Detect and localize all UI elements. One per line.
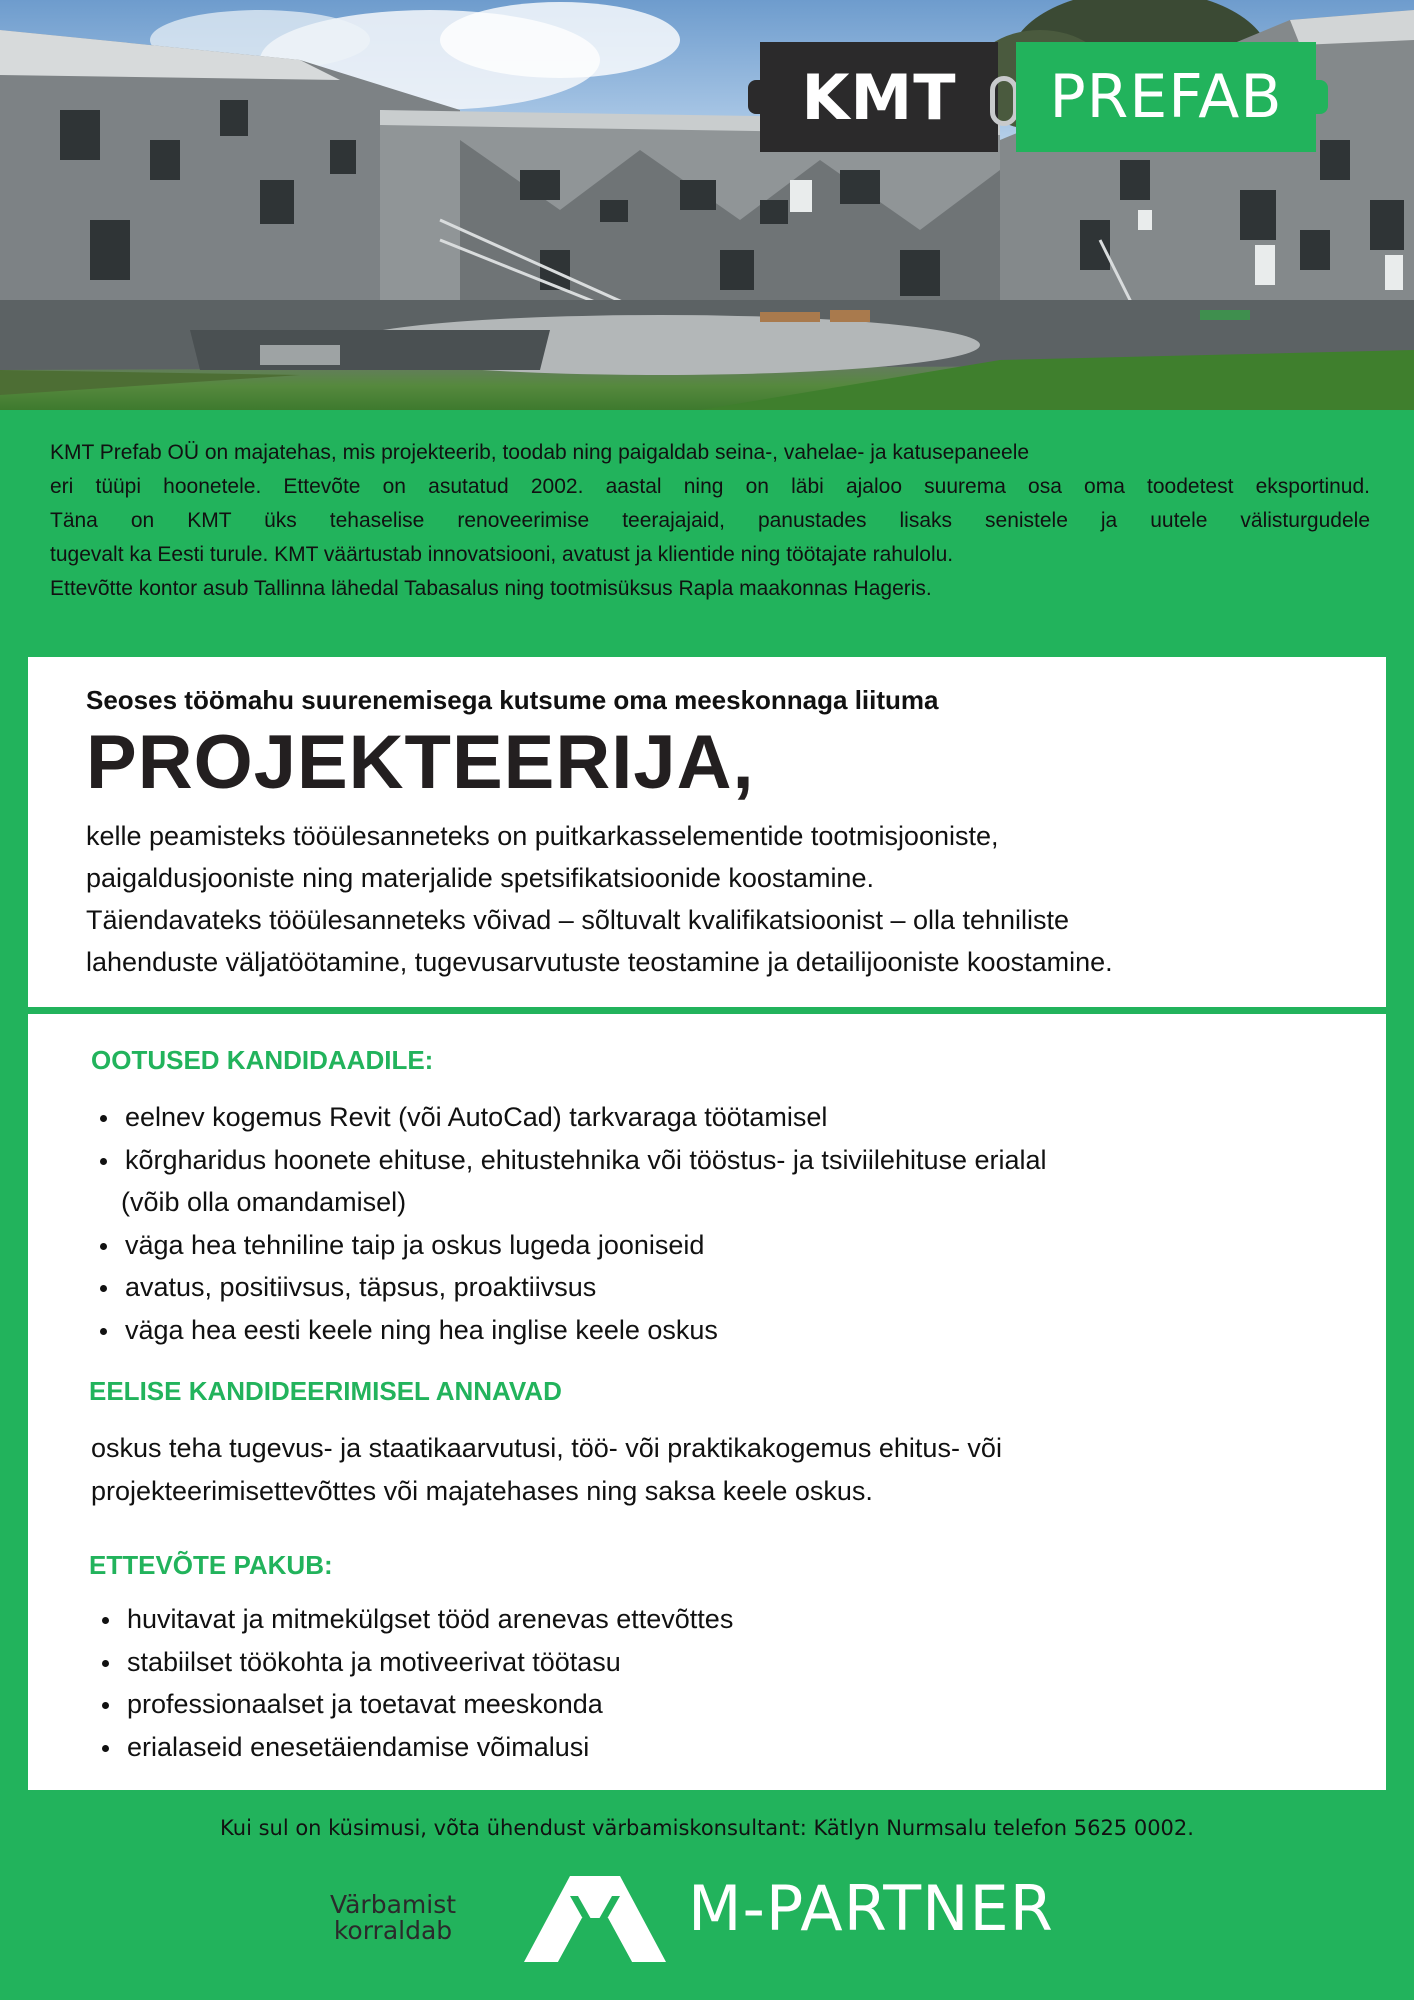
list-item [93, 1726, 733, 1769]
list-item-text: kõrgharidus hoonete ehituse, ehitustehnika või tööstus- ja tsiviilehituse erialal [125, 1144, 1047, 1175]
organizer-line: korraldab [333, 1916, 453, 1945]
position-card [28, 657, 1386, 1007]
logo-kmt-text: KMT [760, 42, 998, 152]
intro-line: Täna on KMT üks tehaselise renoveerimise teerajajaid, panustades lisaks senistele ja uutele välisturgudele [50, 509, 1370, 532]
hero-photo [0, 0, 1414, 410]
logo-prefab-text: PREFAB [1016, 42, 1316, 152]
list-item-text: stabiilset töökohta ja motiveerivat töötasu [127, 1646, 621, 1677]
offers-title: ETTEVÕTE PAKUB: [89, 1550, 333, 1580]
intro-line: tugevalt ka Eesti turule. KMT väärtustab innovatsiooni, avatust ja klientide ning töötajate rahulolu. [50, 543, 954, 566]
m-partner-name: M-PARTNER [688, 1872, 1054, 1945]
list-item [91, 1266, 1047, 1309]
list-item [93, 1598, 733, 1641]
position-title: PROJEKTEERIJA, [86, 720, 755, 805]
list-item [91, 1224, 1047, 1267]
list-item-text: erialaseid enesetäiendamise võimalusi [127, 1731, 590, 1762]
list-item [93, 1641, 733, 1684]
intro-line: eri tüüpi hoonetele. Ettevõte on asutatud 2002. aastal ning on läbi ajaloo suurema osa oma toodetest eksportinud. [50, 475, 1370, 498]
details-card [28, 1014, 1386, 1790]
list-item [91, 1139, 1047, 1224]
intro-line: Ettevõtte kontor asub Tallinna lähedal Tabasalus ning tootmisüksus Rapla maakonnas Hageris. [50, 577, 932, 600]
intro-line: KMT Prefab OÜ on majatehas, mis projekteerib, toodab ning paigaldab seina-, vahelae- ja katusepaneele [50, 441, 1030, 464]
list-item-text: väga hea tehniline taip ja oskus lugeda jooniseid [125, 1229, 705, 1260]
contact-info: Kui sul on küsimusi, võta ühendust värbamiskonsultant: Kätlyn Nurmsalu telefon 5625 0002. [220, 1816, 1194, 1840]
description-line: Täiendavateks tööülesanneteks võivad – sõltuvalt kvalifikatsioonist – olla tehniliste [86, 905, 1070, 935]
list-item [91, 1096, 1047, 1139]
list-item [93, 1683, 733, 1726]
description-line: lahenduste väljatöötamine, tugevusarvutuste teostamine ja detailijooniste koostamine. [86, 947, 1113, 977]
advantages-text [91, 1427, 1351, 1512]
list-item-text: huvitavat ja mitmekülgset tööd arenevas ettevõttes [127, 1604, 734, 1634]
advantages-line: oskus teha tugevus- ja staatikaarvutusi, töö- või praktikakogemus ehitus- või [91, 1433, 1002, 1463]
offers-list [93, 1598, 733, 1768]
list-item-text: väga hea eesti keele ning hea inglise keele oskus [125, 1314, 718, 1345]
organizer-label [318, 1892, 468, 1944]
list-item [91, 1309, 1047, 1352]
advantages-title: EELISE KANDIDEERIMISEL ANNAVAD [89, 1376, 562, 1406]
list-item-text: avatus, positiivsus, täpsus, proaktiivsus [125, 1272, 597, 1302]
organizer-line: Värbamist [329, 1890, 457, 1919]
list-item-text: professionaalset ja toetavat meeskonda [127, 1689, 603, 1719]
list-item-text: eelnev kogemus Revit (või AutoCad) tarkvaraga töötamisel [125, 1102, 828, 1132]
position-lead: Seoses töömahu suurenemisega kutsume oma meeskonnaga liituma [86, 685, 939, 715]
kmt-prefab-logo [760, 42, 1316, 152]
advantages-line: projekteerimisettevõttes või majatehases ning saksa keele oskus. [91, 1475, 873, 1506]
position-description [86, 815, 1346, 983]
company-intro [50, 436, 1370, 606]
expectations-list [91, 1096, 1047, 1351]
list-item-continuation: (võib olla omandamisel) [121, 1187, 407, 1217]
expectations-title: OOTUSED KANDIDAADILE: [91, 1045, 434, 1075]
m-partner-logo-icon [520, 1870, 670, 1970]
logo-connector [998, 42, 1016, 152]
description-line: kelle peamisteks tööülesanneteks on puitkarkasselementide tootmisjooniste, [86, 821, 999, 851]
description-line: paigaldusjooniste ning materjalide spetsifikatsioonide koostamine. [86, 863, 874, 893]
